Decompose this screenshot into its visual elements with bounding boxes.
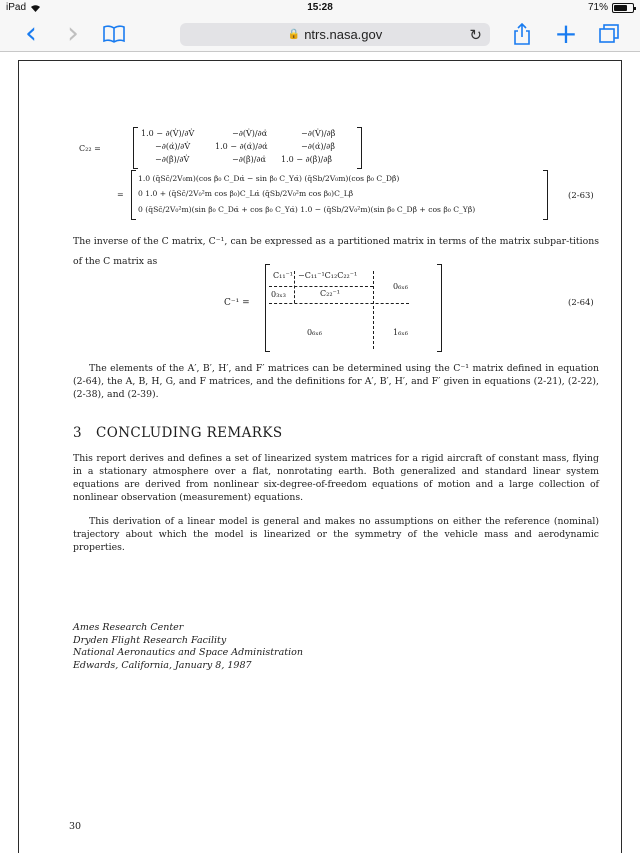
tabs-icon xyxy=(598,24,620,44)
new-tab-button[interactable] xyxy=(554,17,578,50)
cinv-c22: C₂₂⁻¹ xyxy=(320,289,340,298)
c22-r1c2: −∂(V̇)/∂α̇ xyxy=(232,129,268,138)
reload-icon: ↻ xyxy=(469,27,482,44)
c22-r3c3: 1.0 − ∂(β̇)/∂β̇ xyxy=(281,155,332,164)
address-line: Edwards, California, January 8, 1987 xyxy=(73,659,252,671)
battery-percent: 71% xyxy=(587,2,608,13)
c22-r2c3: −∂(α̇)/∂β̇ xyxy=(301,142,335,151)
section-heading xyxy=(73,425,282,441)
back-icon: ‹ xyxy=(25,16,37,51)
equation-number-2-64: (2-64) xyxy=(568,298,594,308)
partition-line xyxy=(269,303,409,304)
partition-line xyxy=(269,286,373,287)
address-line: Ames Research Center xyxy=(73,622,184,633)
status-right xyxy=(588,2,634,13)
plus-icon: + xyxy=(554,17,578,50)
partition-line xyxy=(294,271,295,303)
c22-r1c1: 1.0 − ∂(V̇)/∂V̇ xyxy=(141,129,195,138)
section-title: CONCLUDING REMARKS xyxy=(96,425,283,441)
equation-number-2-63: (2-63) xyxy=(568,191,594,201)
back-button[interactable] xyxy=(22,16,40,51)
address-bar[interactable] xyxy=(180,23,490,46)
lock-icon: 🔒 xyxy=(287,29,301,40)
c22-r3c1: −∂(β̇)/∂V̇ xyxy=(155,155,190,164)
share-icon xyxy=(513,23,531,45)
bookmarks-button[interactable] xyxy=(101,22,127,46)
right-bracket xyxy=(437,264,442,352)
cinv-zero6x6-bottom: 0₆ₓ₆ xyxy=(307,328,322,337)
cinv-label: C⁻¹ = xyxy=(224,298,250,308)
partition-line xyxy=(373,271,374,349)
address-line: Dryden Flight Research Facility xyxy=(73,634,227,646)
browser-toolbar xyxy=(0,16,640,52)
battery-icon xyxy=(612,3,634,13)
cinv-c11: C₁₁⁻¹ xyxy=(273,271,293,280)
paragraph-inverse: The inverse of the C matrix, C⁻¹, can be expressed as a partitioned matrix in terms of the matrix subpar-titions of the C matrix as xyxy=(73,236,599,267)
clock: 15:28 xyxy=(307,2,333,13)
battery-fill xyxy=(614,5,627,11)
paragraph-remarks-1: This report derives and defines a set of linearized system matrices for a rigid aircraft of constant mass, flying in a stationary atmosphere over a flat, nonrotating earth. Both generalized and standard linear system equations are derived from nonlinear six-degree-of-freedom equations of motion and a large collection of nonlinear observation (measurement) equations. xyxy=(73,453,599,503)
status-bar xyxy=(0,0,640,16)
equals-sign: = xyxy=(117,190,124,199)
c22-r2c2: 1.0 − ∂(α̇)/∂α̇ xyxy=(215,142,268,151)
c22-r1c3: −∂(V̇)/∂β̇ xyxy=(301,129,336,138)
left-bracket xyxy=(131,170,136,220)
c22-expanded-row-2: 0 1.0 + (q̄Sc̄/2V₀²m cos β₀)C_Lα̇ (q̄Sb/2V₀²m cos β₀)C_Lβ̇ xyxy=(138,189,354,198)
forward-button[interactable] xyxy=(64,16,82,51)
paragraph-remarks-2: This derivation of a linear model is general and makes no assumptions on either the reference (nominal) trajectory about which the model is linearized or the symmetry of the vehicle mass and aerodynamic properties. xyxy=(73,516,599,553)
c22-r3c2: −∂(β̇)/∂α̇ xyxy=(232,155,266,164)
tabs-button[interactable] xyxy=(597,22,621,46)
document-page xyxy=(18,60,622,853)
c22-expanded-row-3: 0 (q̄Sc̄/2V₀²m)(sin β₀ C_Dα̇ + cos β₀ C_Yα̇) 1.0 − (q̄Sb/2V₀²m)(sin β₀ C_Dβ̇ + cos β₀ C_Yβ̇) xyxy=(138,205,476,214)
share-button[interactable] xyxy=(512,22,532,46)
url-text: ntrs.nasa.gov xyxy=(304,27,383,42)
page-number: 30 xyxy=(69,821,82,832)
address-line: National Aeronautics and Space Administration xyxy=(73,647,303,658)
c22-expanded-row-1: 1.0 (q̄Sc̄/2V₀m)(cos β₀ C_Dα̇ − sin β₀ C_Yα̇) (q̄Sb/2V₀m)(cos β₀ C_Dβ̇) xyxy=(138,174,400,183)
cinv-c12: −C₁₁⁻¹C₁₂C₂₂⁻¹ xyxy=(298,271,358,280)
right-bracket xyxy=(357,127,362,169)
cinv-matrix xyxy=(267,271,377,349)
author-address xyxy=(73,622,303,672)
forward-icon: › xyxy=(67,16,79,51)
paragraph-elements: The elements of the A′, B′, H′, and F′ matrices can be determined using the C⁻¹ matrix defined in equation (2-64), the A, B, H, G, and F matrices, and the definitions for A′, B′, H′, and F′ given in equations (2-21), (2-22), (2-38), and (2-39). xyxy=(73,363,599,400)
device-name: iPad xyxy=(6,2,27,13)
right-bracket xyxy=(543,170,548,220)
pdf-viewer[interactable] xyxy=(0,52,640,853)
cinv-zero3x3: 0₃ₓ₃ xyxy=(271,290,286,299)
c22-label: C₂₂ = xyxy=(79,144,101,153)
reload-button[interactable] xyxy=(469,26,482,44)
c22-r2c1: −∂(α̇)/∂V̇ xyxy=(155,142,191,151)
left-bracket xyxy=(133,127,138,169)
cinv-zero6x6-top: 0₆ₓ₆ xyxy=(393,282,408,291)
book-icon xyxy=(102,25,126,43)
section-number: 3 xyxy=(73,425,82,441)
cinv-identity: 1₆ₓ₆ xyxy=(393,328,408,337)
